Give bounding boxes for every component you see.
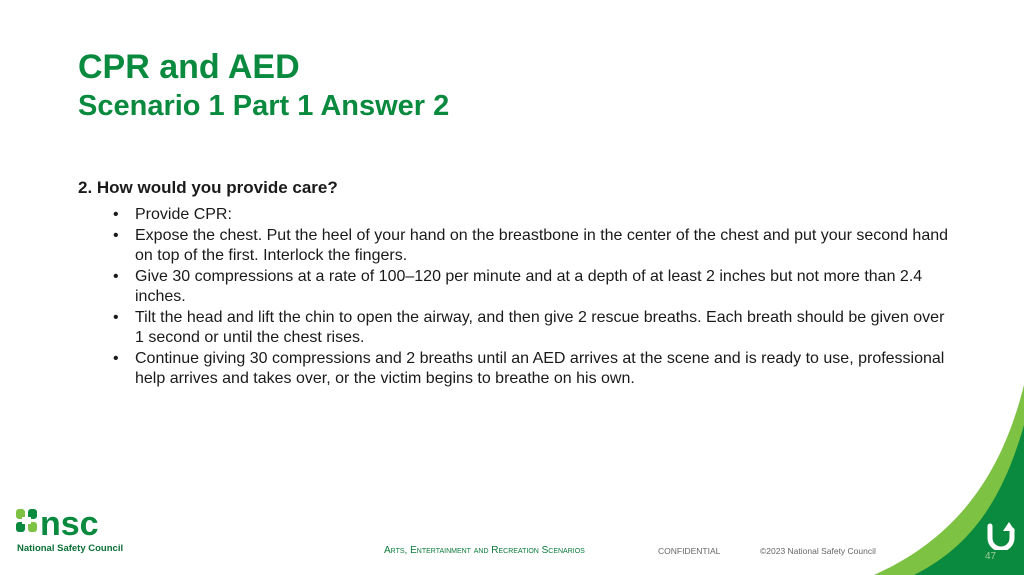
answer-item: • Give 30 compressions at a rate of 100–120 per minute and at a depth of at least 2 inches but not more than 2.4 inches. — [113, 267, 953, 308]
u-turn-arrow-icon — [986, 516, 1016, 550]
footer-copyright: ©2023 National Safety Council — [760, 546, 876, 556]
slide-title: CPR and AED — [78, 48, 300, 86]
logo-name: National Safety Council — [17, 543, 124, 554]
page-number: 47 — [985, 551, 997, 562]
question-heading: 2. How would you provide care? — [78, 178, 338, 197]
footer-scenarios: Arts, Entertainment and Recreation Scenarios — [384, 545, 585, 556]
logo-wordmark: nsc — [40, 506, 99, 540]
answer-item: • Tilt the head and lift the chin to open the airway, and then give 2 rescue breaths. Each breath should be given over 1 second or until the chest rises. — [113, 308, 953, 349]
answer-item: • Continue giving 30 compressions and 2 breaths until an AED arrives at the scene and is ready to use, professional help arrives and takes over, or the victim begins to breathe on his own. — [113, 349, 953, 390]
footer-confidential: CONFIDENTIAL — [658, 546, 721, 556]
nsc-logo — [16, 506, 131, 556]
answer-list — [113, 205, 953, 390]
nsc-cross-logo-icon — [16, 506, 131, 540]
answer-item: • Expose the chest. Put the heel of your hand on the breastbone in the center of the chest and put your second hand on top of the first. Interlock the fingers. — [113, 226, 953, 267]
slide-subtitle: Scenario 1 Part 1 Answer 2 — [78, 90, 450, 122]
answer-item: • Provide CPR: — [113, 205, 953, 226]
